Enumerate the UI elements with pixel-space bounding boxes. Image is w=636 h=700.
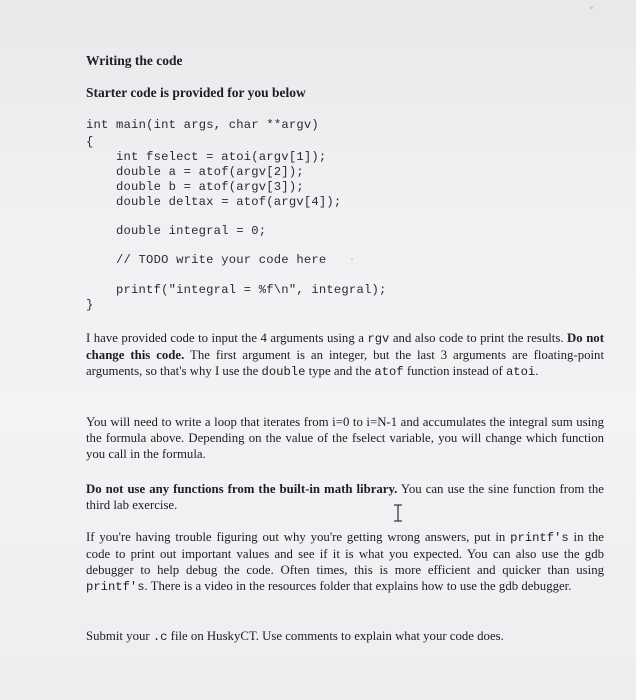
paragraph-math-library	[86, 481, 604, 513]
code-line: // TODO write your code here	[116, 253, 327, 267]
paragraph-submit	[86, 628, 604, 645]
text: Submit your	[86, 629, 153, 643]
text: and also code to print the results.	[389, 331, 568, 345]
text: type and the	[305, 364, 375, 378]
code-inline: double	[261, 365, 306, 379]
code-line: }	[86, 298, 94, 312]
code-line: printf("integral = %f\n", integral);	[116, 283, 387, 297]
bold-text: Do not change this code.	[86, 331, 604, 362]
code-inline: rgv	[367, 332, 390, 346]
code-inline: .c	[152, 630, 168, 644]
code-line: double a = atof(argv[2]);	[116, 165, 304, 179]
text-cursor-icon	[392, 504, 404, 522]
code-line: int fselect = atoi(argv[1]);	[116, 150, 327, 164]
code-inline: atoi	[505, 365, 536, 379]
text: .	[535, 364, 539, 378]
bold-text: Do not use any functions from the built-in math library.	[86, 482, 398, 496]
starter-code-subheading: Starter code is provided for you below	[86, 85, 306, 100]
code-line: double integral = 0;	[116, 224, 267, 238]
code-inline: printf's	[86, 580, 145, 594]
text: file on HuskyCT. Use comments to explain what your code does.	[167, 629, 504, 643]
paragraph-loop: You will need to write a loop that iterates from i=0 to i=N-1 and accumulates the integral sum using the formula above. Depending on the value of the fselect variable, you will change which function you call in the formula.	[86, 415, 604, 461]
section-heading: Writing the code	[86, 53, 183, 68]
code-line: double b = atof(argv[3]);	[116, 180, 304, 194]
text: function instead of	[403, 364, 506, 378]
code-inline: printf's	[510, 531, 569, 545]
code-inline: atof	[374, 365, 404, 379]
code-line: double deltax = atof(argv[4]);	[116, 195, 342, 209]
text: in the code to print out important values and see if it is what you expected. You can also use the gdb debugger to help debug the code. Often times, this is more efficient and quicker than using	[86, 530, 604, 577]
text: The first argument is an integer, but the last 3 arguments are floating-point arguments, so that's why I use the	[86, 348, 605, 378]
text: I have provided code to input the 4 arguments using a	[86, 331, 368, 345]
text: If you're having trouble figuring out why you're getting wrong answers, put in	[86, 530, 511, 544]
page-speck	[590, 6, 593, 9]
text: . There is a video in the resources folder that explains how to use the gdb debugger.	[144, 579, 572, 593]
paragraph-debugging	[86, 529, 604, 595]
page-speck	[351, 258, 353, 260]
code-line: {	[86, 135, 94, 149]
paragraph-arguments	[86, 330, 604, 380]
text: You can use the sine function from the third lab exercise.	[86, 482, 604, 512]
code-line: int main(int args, char **argv)	[86, 118, 319, 132]
